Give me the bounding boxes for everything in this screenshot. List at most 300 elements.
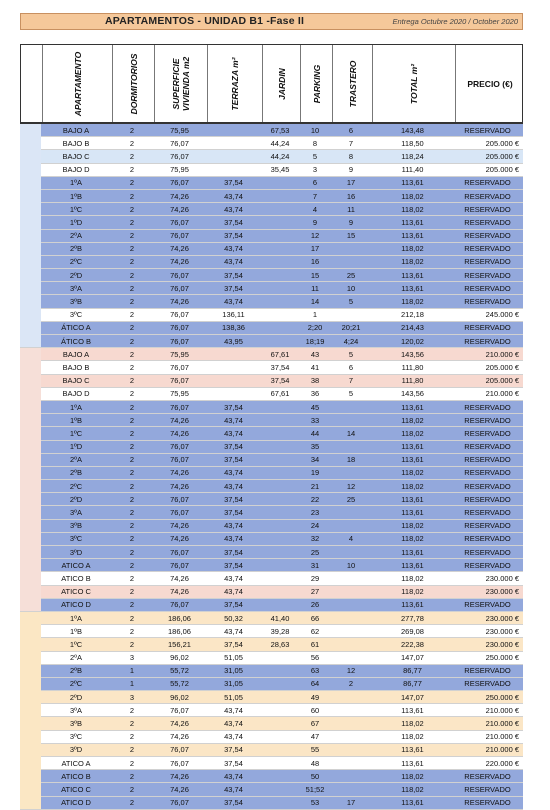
- apartamento-cell: BAJO D: [41, 163, 111, 176]
- terraza-cell: 43,74: [206, 255, 261, 268]
- superficie-cell: 74,26: [153, 730, 206, 743]
- precio-cell: RESERVADO: [454, 282, 523, 295]
- parking-cell: 31: [299, 559, 331, 572]
- parking-cell: 60: [299, 704, 331, 717]
- total-cell: 111,80: [371, 361, 454, 374]
- table-row: [20, 453, 523, 466]
- delivery-date: Entrega Octubre 2020 / October 2020: [392, 17, 518, 26]
- terraza-cell: 31,05: [206, 664, 261, 677]
- apartamento-cell: 3ºB: [41, 519, 111, 532]
- total-cell: 143,56: [371, 387, 454, 400]
- parking-cell: 5: [299, 150, 331, 163]
- dormitorios-cell: 2: [111, 546, 153, 559]
- apartamento-cell: ATICO A: [41, 757, 111, 770]
- trastero-cell: [331, 598, 371, 611]
- dormitorios-cell: 2: [111, 124, 153, 137]
- terraza-cell: 43,74: [206, 585, 261, 598]
- jardin-cell: 67,61: [261, 348, 299, 361]
- total-cell: 113,61: [371, 400, 454, 413]
- superficie-cell: 76,07: [153, 598, 206, 611]
- col-jardin-header: JARDIN: [262, 45, 300, 122]
- superficie-cell: 74,26: [153, 242, 206, 255]
- total-cell: 118,02: [371, 532, 454, 545]
- total-cell: 118,02: [371, 480, 454, 493]
- table-row: [20, 229, 523, 242]
- trastero-cell: 10: [331, 559, 371, 572]
- trastero-cell: 11: [331, 203, 371, 216]
- col-superficie-header: SUPERFICIE VIVIENDA m2: [154, 45, 207, 122]
- col-precio-header: PRECIO (€): [455, 45, 524, 122]
- precio-cell: RESERVADO: [454, 400, 523, 413]
- col-apartamento-header: APARTAMENTO: [42, 45, 112, 122]
- total-cell: 113,61: [371, 506, 454, 519]
- jardin-cell: [261, 440, 299, 453]
- table-row: [20, 203, 523, 216]
- terraza-cell: [206, 137, 261, 150]
- terraza-cell: 43,95: [206, 335, 261, 348]
- trastero-cell: 10: [331, 282, 371, 295]
- jardin-cell: [261, 282, 299, 295]
- precio-cell: 245.000 €: [454, 308, 523, 321]
- parking-cell: 1: [299, 308, 331, 321]
- apartamento-cell: 3ºA: [41, 704, 111, 717]
- col-dormitorios-header: DORMITORIOS: [112, 45, 154, 122]
- precio-cell: RESERVADO: [454, 453, 523, 466]
- superficie-cell: 76,07: [153, 308, 206, 321]
- parking-cell: 62: [299, 625, 331, 638]
- precio-cell: 205.000 €: [454, 137, 523, 150]
- table-row: [20, 691, 523, 704]
- side-header-cell: [21, 45, 42, 122]
- parking-cell: 41: [299, 361, 331, 374]
- parking-cell: 21: [299, 480, 331, 493]
- precio-cell: 210.000 €: [454, 387, 523, 400]
- total-cell: 118,02: [371, 414, 454, 427]
- dormitorios-cell: 2: [111, 598, 153, 611]
- dormitorios-cell: 2: [111, 163, 153, 176]
- trastero-cell: 17: [331, 796, 371, 809]
- total-cell: 111,80: [371, 374, 454, 387]
- terraza-cell: 37,54: [206, 493, 261, 506]
- total-cell: 118,02: [371, 295, 454, 308]
- jardin-cell: [261, 414, 299, 427]
- parking-cell: 43: [299, 348, 331, 361]
- jardin-cell: [261, 493, 299, 506]
- parking-cell: 35: [299, 440, 331, 453]
- dormitorios-cell: 2: [111, 387, 153, 400]
- apartamento-cell: 3ºD: [41, 743, 111, 756]
- table-row: [20, 400, 523, 413]
- jardin-cell: [261, 269, 299, 282]
- jardin-cell: [261, 466, 299, 479]
- jardin-cell: [261, 717, 299, 730]
- apartamento-cell: 3ºC: [41, 730, 111, 743]
- terraza-cell: 43,74: [206, 625, 261, 638]
- terraza-cell: 37,54: [206, 743, 261, 756]
- dormitorios-cell: 2: [111, 242, 153, 255]
- terraza-cell: [206, 124, 261, 137]
- table-row: [20, 677, 523, 690]
- dormitorios-cell: 2: [111, 229, 153, 242]
- dormitorios-cell: 2: [111, 796, 153, 809]
- total-cell: 113,61: [371, 704, 454, 717]
- superficie-cell: 76,07: [153, 743, 206, 756]
- trastero-cell: [331, 242, 371, 255]
- table-row: [20, 664, 523, 677]
- terraza-cell: 43,74: [206, 480, 261, 493]
- trastero-cell: 25: [331, 269, 371, 282]
- precio-cell: 250.000 €: [454, 651, 523, 664]
- apartamento-cell: 2ºB: [41, 242, 111, 255]
- precio-cell: RESERVADO: [454, 216, 523, 229]
- trastero-cell: 9: [331, 163, 371, 176]
- col-terraza-header: TERRAZA m²: [207, 45, 262, 122]
- jardin-cell: [261, 400, 299, 413]
- column-header-row: [20, 44, 523, 123]
- col-total-header: TOTAL m²: [372, 45, 455, 122]
- total-cell: 118,02: [371, 242, 454, 255]
- superficie-cell: 55,72: [153, 677, 206, 690]
- terraza-cell: [206, 150, 261, 163]
- table-row: [20, 137, 523, 150]
- jardin-cell: [261, 308, 299, 321]
- precio-cell: RESERVADO: [454, 506, 523, 519]
- dormitorios-cell: 2: [111, 743, 153, 756]
- superficie-cell: 74,26: [153, 519, 206, 532]
- jardin-cell: 67,53: [261, 124, 299, 137]
- block-marker: [20, 611, 41, 809]
- apartamento-cell: 2ºD: [41, 269, 111, 282]
- jardin-cell: [261, 559, 299, 572]
- superficie-cell: 75,95: [153, 124, 206, 137]
- price-sheet: [20, 44, 523, 810]
- table-row: [20, 783, 523, 796]
- apartamento-cell: 1ºB: [41, 414, 111, 427]
- total-cell: 111,40: [371, 163, 454, 176]
- parking-cell: 26: [299, 598, 331, 611]
- precio-cell: RESERVADO: [454, 295, 523, 308]
- block-marker: [20, 124, 41, 348]
- dormitorios-cell: 2: [111, 348, 153, 361]
- jardin-cell: [261, 572, 299, 585]
- dormitorios-cell: 2: [111, 783, 153, 796]
- apartamento-cell: BAJO C: [41, 150, 111, 163]
- superficie-cell: 76,07: [153, 216, 206, 229]
- dormitorios-cell: 2: [111, 374, 153, 387]
- table-row: [20, 506, 523, 519]
- dormitorios-cell: 2: [111, 611, 153, 624]
- precio-cell: 205.000 €: [454, 374, 523, 387]
- jardin-cell: [261, 691, 299, 704]
- jardin-cell: [261, 321, 299, 334]
- parking-cell: 50: [299, 770, 331, 783]
- superficie-cell: 74,26: [153, 783, 206, 796]
- dormitorios-cell: 2: [111, 189, 153, 202]
- apartamento-cell: BAJO A: [41, 124, 111, 137]
- precio-cell: RESERVADO: [454, 242, 523, 255]
- table-row: [20, 387, 523, 400]
- terraza-cell: 43,74: [206, 414, 261, 427]
- terraza-cell: 37,54: [206, 546, 261, 559]
- superficie-cell: 156,21: [153, 638, 206, 651]
- apartamento-cell: 2ºA: [41, 229, 111, 242]
- total-cell: 113,61: [371, 493, 454, 506]
- trastero-cell: 5: [331, 387, 371, 400]
- terraza-cell: 37,54: [206, 506, 261, 519]
- dormitorios-cell: 3: [111, 691, 153, 704]
- parking-cell: 48: [299, 757, 331, 770]
- total-cell: 86,77: [371, 664, 454, 677]
- table-row: [20, 440, 523, 453]
- apartamento-cell: BAJO C: [41, 374, 111, 387]
- table-row: [20, 651, 523, 664]
- dormitorios-cell: 2: [111, 572, 153, 585]
- apartamento-cell: 2ºB: [41, 664, 111, 677]
- superficie-cell: 76,07: [153, 757, 206, 770]
- total-cell: 113,61: [371, 796, 454, 809]
- precio-cell: 210.000 €: [454, 730, 523, 743]
- superficie-cell: 76,07: [153, 150, 206, 163]
- trastero-cell: [331, 466, 371, 479]
- table-row: [20, 255, 523, 268]
- superficie-cell: 76,07: [153, 321, 206, 334]
- jardin-cell: [261, 189, 299, 202]
- superficie-cell: 76,07: [153, 400, 206, 413]
- dormitorios-cell: 2: [111, 559, 153, 572]
- table-row: [20, 743, 523, 756]
- trastero-cell: 7: [331, 137, 371, 150]
- total-cell: 118,50: [371, 137, 454, 150]
- precio-cell: RESERVADO: [454, 664, 523, 677]
- trastero-cell: [331, 546, 371, 559]
- precio-cell: RESERVADO: [454, 321, 523, 334]
- table-row: [20, 374, 523, 387]
- apartamento-cell: 2ºA: [41, 651, 111, 664]
- superficie-cell: 74,26: [153, 295, 206, 308]
- parking-cell: 17: [299, 242, 331, 255]
- precio-cell: 205.000 €: [454, 163, 523, 176]
- total-cell: 113,61: [371, 559, 454, 572]
- precio-cell: RESERVADO: [454, 176, 523, 189]
- precio-cell: 250.000 €: [454, 691, 523, 704]
- dormitorios-cell: 2: [111, 308, 153, 321]
- jardin-cell: [261, 770, 299, 783]
- jardin-cell: [261, 216, 299, 229]
- terraza-cell: 43,74: [206, 770, 261, 783]
- jardin-cell: [261, 664, 299, 677]
- jardin-cell: [261, 295, 299, 308]
- total-cell: 118,02: [371, 519, 454, 532]
- total-cell: 147,07: [371, 691, 454, 704]
- table-row: [20, 176, 523, 189]
- trastero-cell: 8: [331, 150, 371, 163]
- apartamento-cell: ATICO A: [41, 559, 111, 572]
- dormitorios-cell: 2: [111, 216, 153, 229]
- table-row: [20, 730, 523, 743]
- terraza-cell: 43,74: [206, 519, 261, 532]
- jardin-cell: [261, 203, 299, 216]
- precio-cell: RESERVADO: [454, 519, 523, 532]
- dormitorios-cell: 2: [111, 255, 153, 268]
- trastero-cell: [331, 414, 371, 427]
- precio-cell: 230.000 €: [454, 625, 523, 638]
- total-cell: 269,08: [371, 625, 454, 638]
- terraza-cell: 43,74: [206, 189, 261, 202]
- terraza-cell: [206, 387, 261, 400]
- apartamento-cell: ATICO C: [41, 585, 111, 598]
- superficie-cell: 76,07: [153, 796, 206, 809]
- apartamento-cell: 3ºB: [41, 295, 111, 308]
- dormitorios-cell: 2: [111, 150, 153, 163]
- table-row: [20, 796, 523, 809]
- superficie-cell: 74,26: [153, 532, 206, 545]
- parking-cell: 6: [299, 176, 331, 189]
- jardin-cell: 35,45: [261, 163, 299, 176]
- trastero-cell: [331, 519, 371, 532]
- table-row: [20, 335, 523, 348]
- apartamento-cell: 1ºD: [41, 216, 111, 229]
- parking-cell: 12: [299, 229, 331, 242]
- table-row: [20, 150, 523, 163]
- apartamento-cell: 3ºD: [41, 546, 111, 559]
- terraza-cell: 31,05: [206, 677, 261, 690]
- table-row: [20, 585, 523, 598]
- jardin-cell: 41,40: [261, 611, 299, 624]
- dormitorios-cell: 2: [111, 757, 153, 770]
- table-row: [20, 572, 523, 585]
- jardin-cell: [261, 730, 299, 743]
- dormitorios-cell: 2: [111, 493, 153, 506]
- parking-cell: 47: [299, 730, 331, 743]
- trastero-cell: [331, 757, 371, 770]
- superficie-cell: 186,06: [153, 611, 206, 624]
- apartamento-cell: 1ºC: [41, 203, 111, 216]
- precio-cell: RESERVADO: [454, 427, 523, 440]
- precio-cell: RESERVADO: [454, 532, 523, 545]
- precio-cell: 210.000 €: [454, 743, 523, 756]
- parking-cell: 3: [299, 163, 331, 176]
- terraza-cell: 43,74: [206, 717, 261, 730]
- jardin-cell: 39,28: [261, 625, 299, 638]
- apartamento-cell: 1ºA: [41, 400, 111, 413]
- precio-cell: RESERVADO: [454, 480, 523, 493]
- trastero-cell: [331, 730, 371, 743]
- terraza-cell: 37,54: [206, 440, 261, 453]
- parking-cell: 7: [299, 189, 331, 202]
- dormitorios-cell: 2: [111, 480, 153, 493]
- dormitorios-cell: 2: [111, 638, 153, 651]
- table-row: [20, 124, 523, 137]
- superficie-cell: 75,95: [153, 348, 206, 361]
- superficie-cell: 76,07: [153, 559, 206, 572]
- dormitorios-cell: 1: [111, 664, 153, 677]
- table-row: [20, 717, 523, 730]
- trastero-cell: 2: [331, 677, 371, 690]
- dormitorios-cell: 2: [111, 269, 153, 282]
- trastero-cell: 6: [331, 361, 371, 374]
- precio-cell: 230.000 €: [454, 638, 523, 651]
- parking-cell: 19: [299, 466, 331, 479]
- terraza-cell: [206, 361, 261, 374]
- terraza-cell: [206, 374, 261, 387]
- apartamento-cell: ATICO C: [41, 783, 111, 796]
- trastero-cell: [331, 717, 371, 730]
- dormitorios-cell: 2: [111, 176, 153, 189]
- superficie-cell: 76,07: [153, 282, 206, 295]
- dormitorios-cell: 2: [111, 585, 153, 598]
- trastero-cell: 18: [331, 453, 371, 466]
- total-cell: 120,02: [371, 335, 454, 348]
- table-row: [20, 414, 523, 427]
- total-cell: 118,02: [371, 189, 454, 202]
- table-row: [20, 480, 523, 493]
- terraza-cell: 43,74: [206, 730, 261, 743]
- terraza-cell: 43,74: [206, 466, 261, 479]
- jardin-cell: [261, 229, 299, 242]
- total-cell: 113,61: [371, 269, 454, 282]
- superficie-cell: 74,26: [153, 572, 206, 585]
- apartamento-cell: 2ºA: [41, 453, 111, 466]
- dormitorios-cell: 2: [111, 717, 153, 730]
- table-row: [20, 427, 523, 440]
- parking-cell: 51;52: [299, 783, 331, 796]
- jardin-cell: [261, 519, 299, 532]
- precio-cell: RESERVADO: [454, 783, 523, 796]
- dormitorios-cell: 2: [111, 506, 153, 519]
- table-row: [20, 466, 523, 479]
- parking-cell: 29: [299, 572, 331, 585]
- precio-cell: RESERVADO: [454, 269, 523, 282]
- parking-cell: 11: [299, 282, 331, 295]
- trastero-cell: [331, 255, 371, 268]
- trastero-cell: [331, 770, 371, 783]
- precio-cell: RESERVADO: [454, 335, 523, 348]
- dormitorios-cell: 2: [111, 295, 153, 308]
- col-trastero-header: TRASTERO: [332, 45, 372, 122]
- table-row: [20, 269, 523, 282]
- terraza-cell: 37,54: [206, 229, 261, 242]
- terraza-cell: 37,54: [206, 400, 261, 413]
- precio-cell: 210.000 €: [454, 704, 523, 717]
- total-cell: 212,18: [371, 308, 454, 321]
- parking-cell: 45: [299, 400, 331, 413]
- parking-cell: 64: [299, 677, 331, 690]
- superficie-cell: 74,26: [153, 255, 206, 268]
- parking-cell: 44: [299, 427, 331, 440]
- apartamento-cell: ÁTICO B: [41, 335, 111, 348]
- dormitorios-cell: 2: [111, 453, 153, 466]
- terraza-cell: 37,54: [206, 796, 261, 809]
- precio-cell: RESERVADO: [454, 598, 523, 611]
- total-cell: 118,02: [371, 203, 454, 216]
- table-row: [20, 704, 523, 717]
- parking-cell: 15: [299, 269, 331, 282]
- terraza-cell: 51,05: [206, 691, 261, 704]
- table-row: [20, 532, 523, 545]
- precio-cell: RESERVADO: [454, 559, 523, 572]
- terraza-cell: 37,54: [206, 282, 261, 295]
- terraza-cell: 138,36: [206, 321, 261, 334]
- apartamento-cell: ATICO D: [41, 796, 111, 809]
- parking-cell: 63: [299, 664, 331, 677]
- precio-cell: RESERVADO: [454, 770, 523, 783]
- jardin-cell: [261, 598, 299, 611]
- trastero-cell: [331, 506, 371, 519]
- precio-cell: 230.000 €: [454, 611, 523, 624]
- total-cell: 113,61: [371, 216, 454, 229]
- jardin-cell: [261, 757, 299, 770]
- table-row: [20, 308, 523, 321]
